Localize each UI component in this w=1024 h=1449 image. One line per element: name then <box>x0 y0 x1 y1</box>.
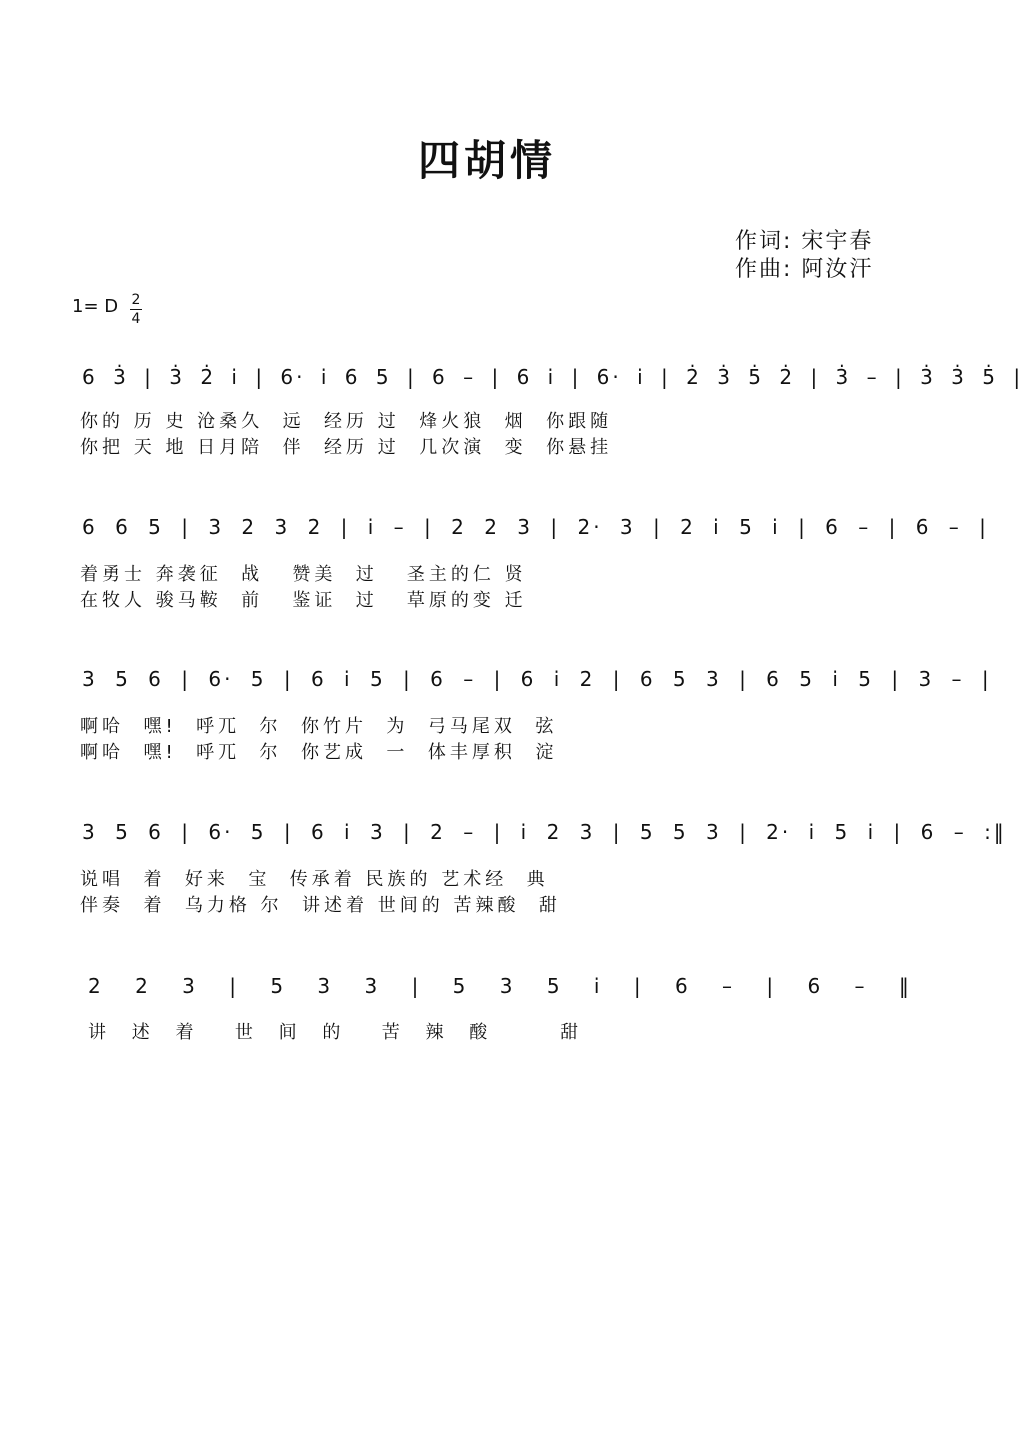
notation-line: 3 5 6 | 6· 5 | 6 i 5 | 6 – | 6 i 2 | 6 5 3 | 6 5 i 5 | 3 – | <box>82 667 992 691</box>
lyrics-verse-1: 着勇士 奔袭征 战 赞美 过 圣主的仁 贤 <box>80 564 527 585</box>
credits <box>735 228 873 284</box>
lyrics-verse-1: 你的 历 史 沧桑久 远 经历 过 烽火狼 烟 你跟随 <box>80 411 613 432</box>
composer-credit: 作曲: 阿汝汗 <box>735 257 874 282</box>
key-signature <box>72 292 141 327</box>
lyrics-verse-1: 讲 述 着 世 间 的 苦 辣 酸 甜 <box>88 1022 589 1043</box>
lyrics-verse-1: 啊哈 嘿! 呼兀 尔 你竹片 为 弓马尾双 弦 <box>80 716 558 737</box>
song-title: 四胡情 <box>417 136 556 185</box>
notation-line: 3 5 6 | 6· 5 | 6 i 3 | 2 – | i 2 3 | 5 5 3 | 2· i 5 i | 6 – :‖ <box>82 820 1007 844</box>
notation-line: 6 3̇ | 3̇ 2̇ i | 6· i 6 5 | 6 – | 6 i | 6· i | 2̇ 3̇ 5̇ 2̇ | 3̇ – | 3̇ 3̇ 5̇ | <box>82 365 1024 389</box>
time-unit: 4 <box>131 311 141 327</box>
lyricist-credit: 作词: 宋宇春 <box>735 229 874 254</box>
notation-line: 6 6 5 | 3 2 3 2 | i – | 2 2 3 | 2· 3 | 2 i 5 i | 6 – | 6 – | <box>82 515 989 539</box>
notation-line: 2 2 3 | 5 3 3 | 5 3 5 i | 6 – | 6 – ‖ <box>88 974 913 998</box>
lyrics-verse-2: 啊哈 嘿! 呼兀 尔 你艺成 一 体丰厚积 淀 <box>80 742 558 763</box>
time-beats: 2 <box>131 292 141 308</box>
lyrics-verse-2: 在牧人 骏马鞍 前 鉴证 过 草原的变 迁 <box>80 590 527 611</box>
lyrics-verse-2: 伴奏 着 乌力格 尔 讲述着 世间的 苦辣酸 甜 <box>80 895 561 916</box>
lyrics-verse-2: 你把 天 地 日月陪 伴 经历 过 几次演 变 你悬挂 <box>80 437 613 458</box>
key-text: 1= D <box>72 296 119 317</box>
time-signature <box>130 292 142 327</box>
lyrics-verse-1: 说唱 着 好来 宝 传承着 民族的 艺术经 典 <box>80 869 549 890</box>
